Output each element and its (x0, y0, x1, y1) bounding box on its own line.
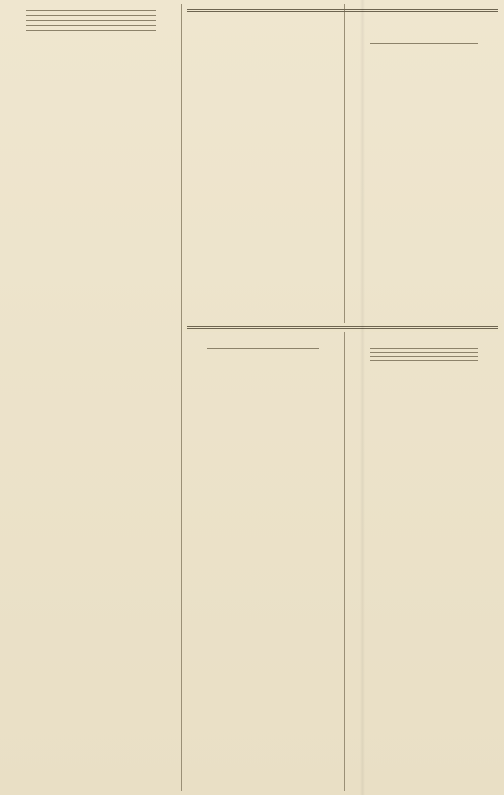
divider (370, 352, 478, 353)
column-rule (181, 4, 182, 791)
right-column-top (346, 40, 502, 320)
divider (207, 348, 319, 349)
divider (26, 25, 156, 26)
main-article-header (183, 6, 502, 15)
divider (370, 43, 478, 44)
middle-column-lower (183, 345, 343, 791)
divider (370, 360, 478, 361)
divider (26, 15, 156, 16)
banner-rule (187, 326, 498, 329)
right-column-lower (346, 345, 502, 791)
divider (370, 348, 478, 349)
column-rule (344, 4, 345, 791)
divider (26, 30, 156, 31)
header-rule (187, 9, 498, 12)
divider (26, 10, 156, 11)
left-column (2, 6, 180, 791)
banner (183, 323, 502, 332)
middle-column-top (183, 40, 343, 320)
divider (26, 20, 156, 21)
divider (370, 356, 478, 357)
